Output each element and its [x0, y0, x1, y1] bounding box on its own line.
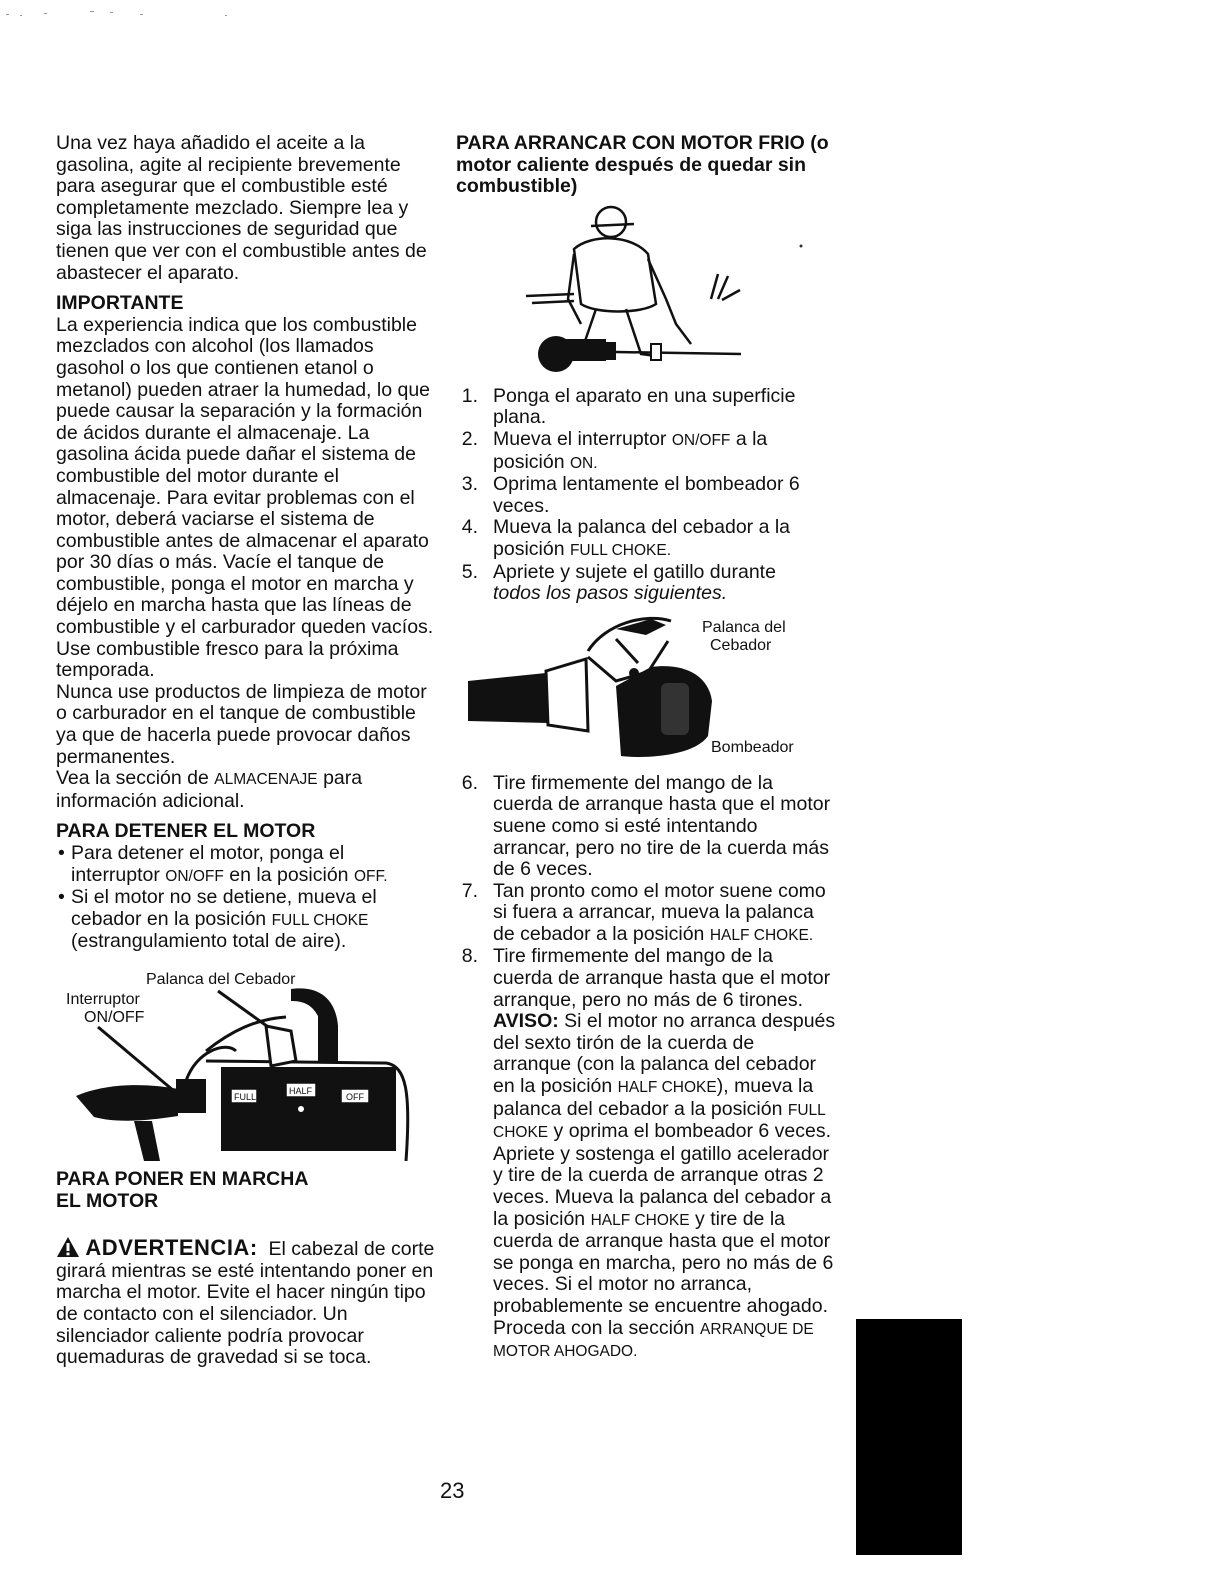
cold-start-heading: PARA ARRANCAR CON MOTOR FRIO (o motor caliente después de quedar sin combustible) — [456, 132, 829, 198]
panel-off-text: OFF — [346, 1091, 364, 1102]
section-reference: ARRANQUE DE MOTOR AHOGADO. — [493, 1320, 814, 1361]
engine-controls-figure — [56, 971, 416, 1161]
stop-engine-heading: PARA DETENER EL MOTOR — [56, 820, 316, 843]
warning-paragraph — [56, 1236, 436, 1369]
list-item: 2. Mueva el interruptor ON/OFF a la posición ON. — [461, 427, 768, 473]
choke-lever-label: Palanca del Cebador — [146, 970, 296, 988]
start-steps-list-b — [456, 773, 836, 1363]
start-steps-list-a — [456, 386, 836, 605]
primer-label: Bombeador — [711, 738, 794, 756]
list-item: 6. Tire firmemente del mango de la cuerda de arranque hasta que el motor suene como si esté intentando arrancar, pero no tire de la cuerda más de 6 veces. — [461, 771, 831, 881]
list-item: 8. Tire firmemente del mango de la cuerda de arranque hasta que el motor arranque, pero no más de 6 tirones. AVISO: Si el motor no arranca después del sexto tirón de la cuerda de arranque (con la palanca del cebador en la posición HALF CHOKE), mueva la palanca del cebador a la posición FULL CHOKE y oprima el bombeador 6 veces. Apriete y sostenga el gatillo acelerador y tire de la cuerda de arranque otras 2 veces. Mueva la palanca del cebador a la posición HALF CHOKE y tire de la cuerda de arranque hasta que el motor se ponga en marcha, pero no más de 6 veces. Si el motor no arranca, probablemente se encuentre ahogado. Proceda con la sección ARRANQUE DE MOTOR AHOGADO. — [461, 945, 836, 1361]
section-reference: ALMACENAJE — [214, 771, 318, 789]
switch-label-line2: ON/OFF — [84, 1008, 145, 1026]
scan-speck-marks — [0, 0, 240, 24]
importante-see-section: Vea la sección de ALMACENAJE para información adicional. — [56, 767, 363, 812]
importante-text: La experiencia indica que los combustible mezclados con alcohol (los llamados gasohol o los que contienen etanol o metanol) pueden atraer la humedad, lo que puede causar la separación y la formación de ácidos durante el almacenaje. La gasolina ácida puede dañar el sistema de combustible del motor durante el almacenaje. Para evitar problemas con el motor, deberá vaciarse el sistema de combustible antes de almacenar el aparato por 30 días o más. Vacíe el tanque de combustible, ponga el motor en marcha y déjelo en marcha hasta que las líneas de combustible y el carburador queden vacíos. Use combustible fresco para la próxima temporada. — [56, 313, 434, 682]
panel-half-text: HALF — [289, 1085, 313, 1096]
list-item: • Para detener el motor, ponga el interruptor ON/OFF en la posición OFF. — [56, 843, 436, 887]
importante-heading: IMPORTANTE — [56, 292, 184, 315]
list-item: 4. Mueva la palanca del cebador a la posición FULL CHOKE. — [461, 516, 791, 560]
stop-engine-list — [56, 843, 436, 953]
lever-label-line1: Palanca del — [702, 618, 786, 636]
page-number: 23 — [440, 1478, 465, 1503]
importante-warning-cleaners: Nunca use productos de limpieza de motor o carburador en el tanque de combustible ya que de hacerla puede provocar daños permanentes. — [56, 680, 427, 768]
list-item: 3. Oprima lentamente el bombeador 6 veces. — [461, 473, 800, 517]
warning-text: El cabezal de corte girará mientras se esté intentando poner en marcha el motor. Evite el hacer ningún tipo de contacto con el silenciador. Un silenciador caliente podría provocar quemaduras de gravedad si se toca. — [56, 1238, 435, 1369]
intro-paragraph: Una vez haya añadido el aceite a la gasolina, agite al recipiente brevemente para asegurar que el combustible esté completamente mezclado. Siempre lea y siga las instrucciones de seguridad que tienen que ver con el combustible antes de abastecer el aparato. — [56, 132, 427, 284]
warning-title: ADVERTENCIA: — [85, 1235, 258, 1261]
list-item: 7. Tan pronto como el motor suene como si fuera a arrancar, mueva la palanca de cebador a la posición HALF CHOKE. — [461, 879, 826, 945]
choke-primer-figure — [456, 611, 836, 761]
list-item: 5. Apriete y sujete el gatillo durante todos los pasos siguientes. — [461, 560, 776, 605]
operator-figure — [456, 204, 836, 376]
warning-icon — [56, 1236, 80, 1258]
aviso-label: AVISO: — [493, 1010, 559, 1033]
left-column — [56, 133, 436, 1369]
panel-full-text: FULL — [234, 1091, 257, 1102]
list-item: • Si el motor no se detiene, mueva el cebador en la posición FULL CHOKE (estrangulamiento total de aire). — [56, 887, 436, 953]
right-column — [456, 133, 836, 1363]
operator-illustration — [456, 204, 836, 376]
section-tab-marker — [856, 1319, 962, 1555]
switch-label-line1: Interruptor — [66, 990, 140, 1008]
lever-label-line2: Cebador — [710, 636, 772, 654]
start-engine-heading: PARA PONER EN MARCHA EL MOTOR — [56, 1167, 309, 1212]
list-item: 1. Ponga el aparato en una superficie plana. — [461, 384, 796, 429]
